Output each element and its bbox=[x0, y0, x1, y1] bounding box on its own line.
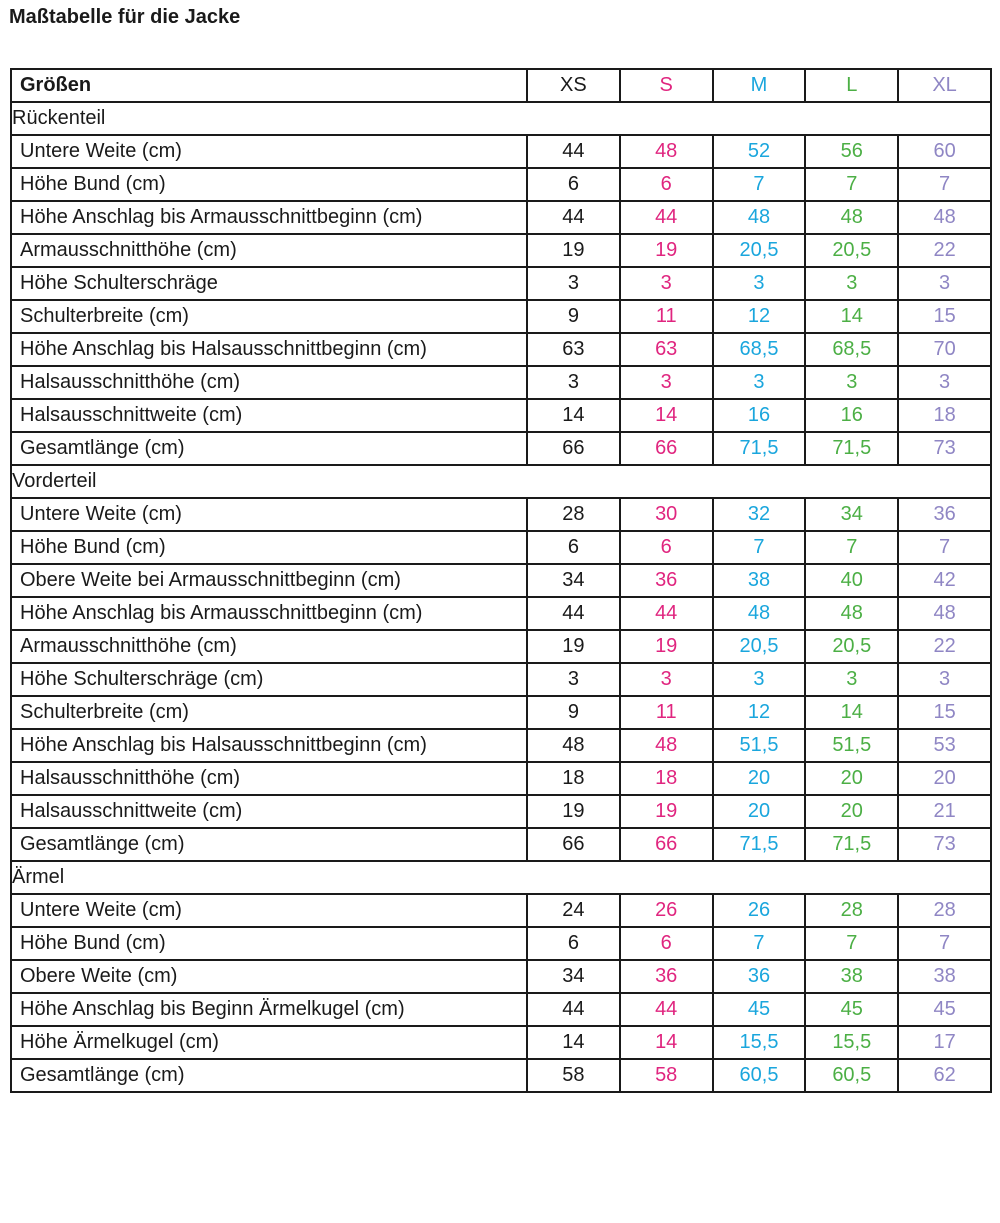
table-row bbox=[11, 762, 991, 795]
header-size-l: L bbox=[805, 69, 898, 102]
value-xl: 3 bbox=[898, 663, 991, 696]
value-s: 14 bbox=[620, 1026, 713, 1059]
value-xs: 34 bbox=[527, 564, 620, 597]
value-l: 71,5 bbox=[805, 828, 898, 861]
value-m: 48 bbox=[713, 597, 806, 630]
value-m: 3 bbox=[713, 366, 806, 399]
value-xs: 9 bbox=[527, 300, 620, 333]
value-xl: 22 bbox=[898, 234, 991, 267]
value-xl: 15 bbox=[898, 300, 991, 333]
value-m: 48 bbox=[713, 201, 806, 234]
value-m: 45 bbox=[713, 993, 806, 1026]
table-row bbox=[11, 498, 991, 531]
value-xl: 7 bbox=[898, 927, 991, 960]
value-xs: 19 bbox=[527, 630, 620, 663]
header-size-xl: XL bbox=[898, 69, 991, 102]
table-row bbox=[11, 531, 991, 564]
measurement-label: Obere Weite bei Armausschnittbeginn (cm) bbox=[11, 564, 527, 597]
value-xl: 7 bbox=[898, 168, 991, 201]
value-s: 26 bbox=[620, 894, 713, 927]
table-row bbox=[11, 234, 991, 267]
value-xl: 48 bbox=[898, 597, 991, 630]
value-xl: 42 bbox=[898, 564, 991, 597]
value-xl: 70 bbox=[898, 333, 991, 366]
measurement-label: Höhe Anschlag bis Beginn Ärmelkugel (cm) bbox=[11, 993, 527, 1026]
value-xl: 22 bbox=[898, 630, 991, 663]
value-xl: 20 bbox=[898, 762, 991, 795]
value-xl: 62 bbox=[898, 1059, 991, 1092]
value-s: 36 bbox=[620, 960, 713, 993]
value-m: 20 bbox=[713, 762, 806, 795]
value-xs: 66 bbox=[527, 432, 620, 465]
value-s: 66 bbox=[620, 432, 713, 465]
value-xs: 34 bbox=[527, 960, 620, 993]
value-m: 3 bbox=[713, 663, 806, 696]
value-s: 19 bbox=[620, 795, 713, 828]
value-l: 56 bbox=[805, 135, 898, 168]
measurement-label: Schulterbreite (cm) bbox=[11, 696, 527, 729]
table-header-row bbox=[11, 69, 991, 102]
table-row bbox=[11, 729, 991, 762]
value-l: 28 bbox=[805, 894, 898, 927]
section-title: Vorderteil bbox=[11, 465, 991, 498]
size-chart-table bbox=[10, 68, 992, 1093]
value-l: 38 bbox=[805, 960, 898, 993]
value-l: 7 bbox=[805, 168, 898, 201]
value-m: 71,5 bbox=[713, 828, 806, 861]
table-row bbox=[11, 1026, 991, 1059]
measurement-label: Halsausschnittweite (cm) bbox=[11, 399, 527, 432]
measurement-label: Gesamtlänge (cm) bbox=[11, 432, 527, 465]
value-m: 60,5 bbox=[713, 1059, 806, 1092]
value-xs: 63 bbox=[527, 333, 620, 366]
value-xs: 44 bbox=[527, 993, 620, 1026]
value-l: 14 bbox=[805, 696, 898, 729]
measurement-label: Schulterbreite (cm) bbox=[11, 300, 527, 333]
value-l: 48 bbox=[805, 201, 898, 234]
value-xl: 21 bbox=[898, 795, 991, 828]
value-s: 44 bbox=[620, 597, 713, 630]
value-l: 7 bbox=[805, 531, 898, 564]
value-xs: 48 bbox=[527, 729, 620, 762]
measurement-label: Höhe Schulterschräge bbox=[11, 267, 527, 300]
value-xl: 18 bbox=[898, 399, 991, 432]
size-chart-body bbox=[11, 69, 991, 1092]
value-s: 6 bbox=[620, 927, 713, 960]
table-row bbox=[11, 927, 991, 960]
section-row bbox=[11, 102, 991, 135]
value-l: 3 bbox=[805, 366, 898, 399]
value-xs: 28 bbox=[527, 498, 620, 531]
value-l: 20 bbox=[805, 762, 898, 795]
measurement-label: Armausschnitthöhe (cm) bbox=[11, 234, 527, 267]
measurement-label: Armausschnitthöhe (cm) bbox=[11, 630, 527, 663]
value-s: 44 bbox=[620, 201, 713, 234]
value-xs: 6 bbox=[527, 168, 620, 201]
value-s: 18 bbox=[620, 762, 713, 795]
header-size-xs: XS bbox=[527, 69, 620, 102]
value-xl: 28 bbox=[898, 894, 991, 927]
value-m: 7 bbox=[713, 927, 806, 960]
measurement-label: Höhe Anschlag bis Halsausschnittbeginn (cm) bbox=[11, 333, 527, 366]
value-xl: 36 bbox=[898, 498, 991, 531]
table-row bbox=[11, 597, 991, 630]
table-row bbox=[11, 399, 991, 432]
table-row bbox=[11, 168, 991, 201]
value-m: 15,5 bbox=[713, 1026, 806, 1059]
value-s: 3 bbox=[620, 663, 713, 696]
value-xs: 3 bbox=[527, 663, 620, 696]
value-l: 60,5 bbox=[805, 1059, 898, 1092]
measurement-label: Halsausschnitthöhe (cm) bbox=[11, 762, 527, 795]
value-s: 14 bbox=[620, 399, 713, 432]
value-m: 52 bbox=[713, 135, 806, 168]
value-s: 48 bbox=[620, 729, 713, 762]
measurement-label: Untere Weite (cm) bbox=[11, 135, 527, 168]
value-s: 66 bbox=[620, 828, 713, 861]
value-l: 71,5 bbox=[805, 432, 898, 465]
value-xl: 3 bbox=[898, 366, 991, 399]
value-l: 51,5 bbox=[805, 729, 898, 762]
value-xl: 60 bbox=[898, 135, 991, 168]
table-row bbox=[11, 366, 991, 399]
value-xl: 3 bbox=[898, 267, 991, 300]
measurement-label: Höhe Anschlag bis Halsausschnittbeginn (cm) bbox=[11, 729, 527, 762]
value-s: 3 bbox=[620, 366, 713, 399]
table-row bbox=[11, 894, 991, 927]
table-row bbox=[11, 564, 991, 597]
measurement-label: Halsausschnittweite (cm) bbox=[11, 795, 527, 828]
table-row bbox=[11, 201, 991, 234]
section-row bbox=[11, 465, 991, 498]
value-m: 32 bbox=[713, 498, 806, 531]
value-l: 14 bbox=[805, 300, 898, 333]
measurement-label: Gesamtlänge (cm) bbox=[11, 828, 527, 861]
value-s: 30 bbox=[620, 498, 713, 531]
value-m: 20 bbox=[713, 795, 806, 828]
table-row bbox=[11, 993, 991, 1026]
value-xl: 45 bbox=[898, 993, 991, 1026]
section-row bbox=[11, 861, 991, 894]
measurement-label: Höhe Ärmelkugel (cm) bbox=[11, 1026, 527, 1059]
value-m: 20,5 bbox=[713, 234, 806, 267]
value-l: 15,5 bbox=[805, 1026, 898, 1059]
value-m: 7 bbox=[713, 168, 806, 201]
table-row bbox=[11, 696, 991, 729]
value-s: 19 bbox=[620, 630, 713, 663]
table-row bbox=[11, 432, 991, 465]
value-m: 51,5 bbox=[713, 729, 806, 762]
value-s: 6 bbox=[620, 531, 713, 564]
value-l: 20,5 bbox=[805, 234, 898, 267]
header-size-s: S bbox=[620, 69, 713, 102]
value-xs: 19 bbox=[527, 795, 620, 828]
page-title: Maßtabelle für die Jacke bbox=[9, 6, 241, 28]
value-l: 3 bbox=[805, 267, 898, 300]
value-m: 16 bbox=[713, 399, 806, 432]
measurement-label: Höhe Schulterschräge (cm) bbox=[11, 663, 527, 696]
value-m: 12 bbox=[713, 300, 806, 333]
value-xs: 14 bbox=[527, 1026, 620, 1059]
value-l: 20,5 bbox=[805, 630, 898, 663]
measurement-label: Untere Weite (cm) bbox=[11, 894, 527, 927]
value-xs: 44 bbox=[527, 135, 620, 168]
value-xl: 73 bbox=[898, 828, 991, 861]
value-xs: 24 bbox=[527, 894, 620, 927]
measurement-label: Halsausschnitthöhe (cm) bbox=[11, 366, 527, 399]
table-row bbox=[11, 135, 991, 168]
value-xs: 6 bbox=[527, 927, 620, 960]
value-xs: 44 bbox=[527, 597, 620, 630]
value-l: 20 bbox=[805, 795, 898, 828]
table-row bbox=[11, 960, 991, 993]
measurement-label: Gesamtlänge (cm) bbox=[11, 1059, 527, 1092]
value-s: 11 bbox=[620, 300, 713, 333]
header-size-m: M bbox=[713, 69, 806, 102]
value-m: 26 bbox=[713, 894, 806, 927]
value-m: 68,5 bbox=[713, 333, 806, 366]
value-xs: 18 bbox=[527, 762, 620, 795]
value-xl: 53 bbox=[898, 729, 991, 762]
value-xs: 14 bbox=[527, 399, 620, 432]
header-label: Größen bbox=[11, 69, 527, 102]
value-xl: 17 bbox=[898, 1026, 991, 1059]
measurement-label: Höhe Anschlag bis Armausschnittbeginn (cm) bbox=[11, 597, 527, 630]
value-s: 44 bbox=[620, 993, 713, 1026]
table-row bbox=[11, 795, 991, 828]
table-row bbox=[11, 828, 991, 861]
value-xl: 7 bbox=[898, 531, 991, 564]
value-xl: 48 bbox=[898, 201, 991, 234]
table-row bbox=[11, 1059, 991, 1092]
section-title: Ärmel bbox=[11, 861, 991, 894]
value-l: 7 bbox=[805, 927, 898, 960]
value-xs: 6 bbox=[527, 531, 620, 564]
table-row bbox=[11, 663, 991, 696]
table-row bbox=[11, 267, 991, 300]
value-xs: 3 bbox=[527, 267, 620, 300]
value-m: 20,5 bbox=[713, 630, 806, 663]
value-xs: 44 bbox=[527, 201, 620, 234]
table-row bbox=[11, 333, 991, 366]
measurement-label: Höhe Anschlag bis Armausschnittbeginn (cm) bbox=[11, 201, 527, 234]
measurement-label: Höhe Bund (cm) bbox=[11, 927, 527, 960]
value-xs: 19 bbox=[527, 234, 620, 267]
value-s: 19 bbox=[620, 234, 713, 267]
value-l: 34 bbox=[805, 498, 898, 531]
value-m: 71,5 bbox=[713, 432, 806, 465]
value-m: 38 bbox=[713, 564, 806, 597]
value-l: 16 bbox=[805, 399, 898, 432]
value-s: 58 bbox=[620, 1059, 713, 1092]
measurement-label: Untere Weite (cm) bbox=[11, 498, 527, 531]
table-row bbox=[11, 630, 991, 663]
value-xs: 66 bbox=[527, 828, 620, 861]
value-l: 45 bbox=[805, 993, 898, 1026]
value-l: 68,5 bbox=[805, 333, 898, 366]
value-l: 40 bbox=[805, 564, 898, 597]
value-m: 7 bbox=[713, 531, 806, 564]
value-xs: 58 bbox=[527, 1059, 620, 1092]
value-xs: 3 bbox=[527, 366, 620, 399]
value-m: 12 bbox=[713, 696, 806, 729]
value-l: 3 bbox=[805, 663, 898, 696]
measurement-label: Höhe Bund (cm) bbox=[11, 168, 527, 201]
measurement-label: Höhe Bund (cm) bbox=[11, 531, 527, 564]
value-xl: 73 bbox=[898, 432, 991, 465]
value-s: 6 bbox=[620, 168, 713, 201]
table-row bbox=[11, 300, 991, 333]
section-title: Rückenteil bbox=[11, 102, 991, 135]
value-s: 63 bbox=[620, 333, 713, 366]
value-xl: 38 bbox=[898, 960, 991, 993]
value-s: 11 bbox=[620, 696, 713, 729]
measurement-label: Obere Weite (cm) bbox=[11, 960, 527, 993]
value-s: 36 bbox=[620, 564, 713, 597]
value-l: 48 bbox=[805, 597, 898, 630]
value-s: 3 bbox=[620, 267, 713, 300]
value-s: 48 bbox=[620, 135, 713, 168]
value-m: 36 bbox=[713, 960, 806, 993]
value-xs: 9 bbox=[527, 696, 620, 729]
value-m: 3 bbox=[713, 267, 806, 300]
value-xl: 15 bbox=[898, 696, 991, 729]
